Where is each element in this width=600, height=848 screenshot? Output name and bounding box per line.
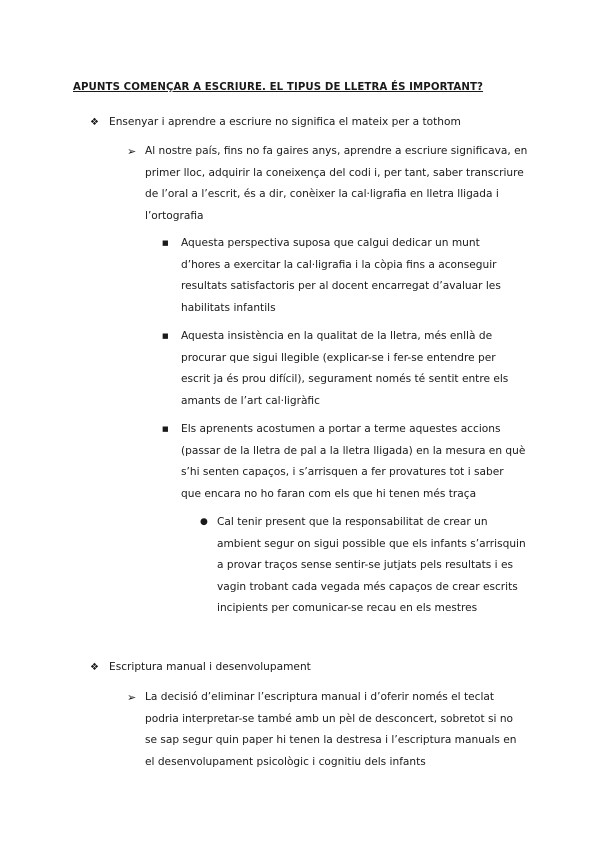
dot-bullet-icon: ● xyxy=(200,517,208,527)
document-title: APUNTS COMENÇAR A ESCRIURE. EL TIPUS DE LLETRA ÉS IMPORTANT? xyxy=(73,82,484,93)
section2-heading xyxy=(90,657,549,679)
section1-heading xyxy=(90,112,549,134)
section1-detail-text: Cal tenir present que la responsabilitat de crear un ambient segur on sigui possible que els infants s’arrisquin a provar traços sense sentir-se jutjats pels resultats i es vagin trobant cada vegada més capaços de crear escrits incipients per comunicar-se recau en els mestres xyxy=(217,516,526,615)
square-bullet-icon: ■ xyxy=(162,332,169,340)
square-bullet-icon: ■ xyxy=(162,239,169,247)
section2-point-text: La decisió d’eliminar l’escriptura manual i d’oferir només el teclat podria interpretar-se també amb un pèl de desconcert, sobretot si no se sap segur quin paper hi tenen la destresa i l’escriptura manuals en el desenvolupament psicològic i cognitiu dels infants xyxy=(145,691,517,768)
section1-subpoint xyxy=(162,419,526,505)
section1-point xyxy=(127,141,530,227)
section1-subpoint-text: Els aprenents acostumen a portar a terme aquestes accions (passar de la lletra de pal a la lletra lligada) en la mesura en què s’hi senten capaços, i s’arrisquen a fer provatures tot i saber que encara no ho faran com els que hi tenen més traça xyxy=(181,423,526,500)
diamond-bullet-icon: ❖ xyxy=(90,117,99,128)
arrow-bullet-icon: ➢ xyxy=(127,145,137,158)
section1-heading-text: Ensenyar i aprendre a escriure no significa el mateix per a tothom xyxy=(109,116,461,128)
diamond-bullet-icon: ❖ xyxy=(90,662,99,673)
section2-point xyxy=(127,687,525,773)
arrow-bullet-icon: ➢ xyxy=(127,691,137,704)
section1-subpoint-text: Aquesta insistència en la qualitat de la lletra, més enllà de procurar que sigui llegible (explicar-se i fer-se entendre per escrit ja és prou difícil), segurament només té sentit entre els amants de l’art cal·ligràfic xyxy=(181,330,509,407)
section1-subpoint xyxy=(162,233,521,319)
section2-heading-text: Escriptura manual i desenvolupament xyxy=(109,661,311,673)
square-bullet-icon: ■ xyxy=(162,425,169,433)
section1-subpoint xyxy=(162,326,521,412)
section1-point-text: Al nostre país, fins no fa gaires anys, aprendre a escriure significava, en primer lloc, adquirir la coneixença del codi i, per tant, saber transcriure de l’oral a l’escrit, és a dir, conèixer la cal·ligrafia en lletra lligada i l’ortografia xyxy=(145,145,528,222)
section1-detail xyxy=(200,512,532,620)
section1-subpoint-text: Aquesta perspectiva suposa que calgui dedicar un munt d’hores a exercitar la cal·ligrafia i la còpia fins a aconseguir resultats satisfactoris per al docent encarregat d’avaluar les habilitats infantils xyxy=(181,237,501,314)
